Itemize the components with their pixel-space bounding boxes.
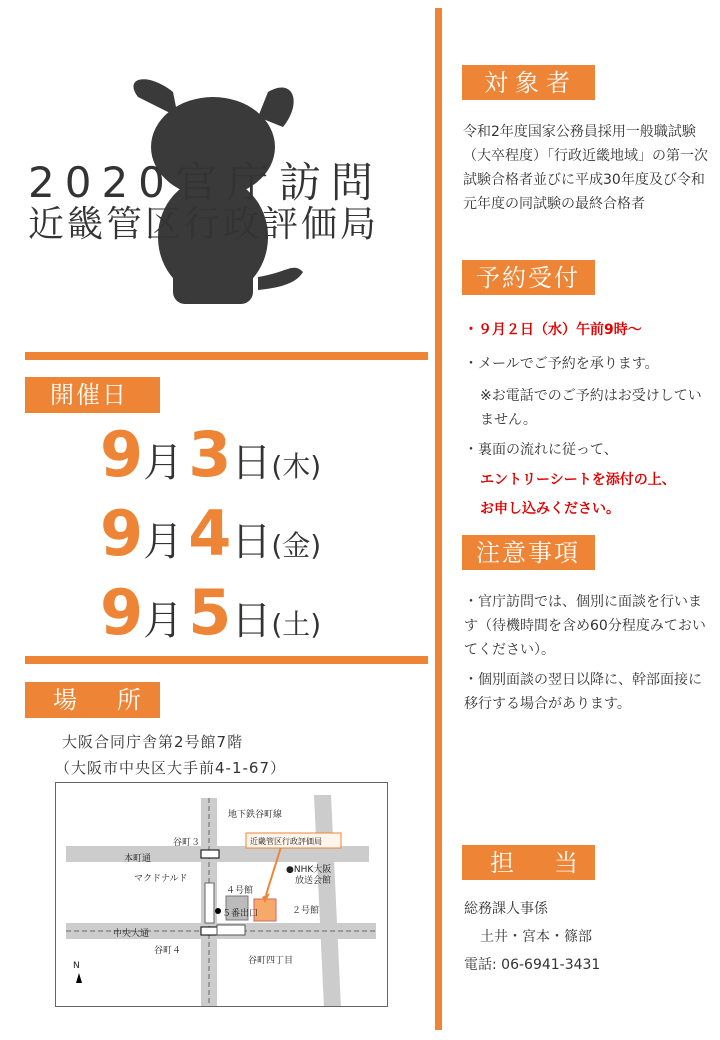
date-day: 4 (188, 497, 232, 570)
date-month-unit: 月 (143, 440, 184, 486)
map-label-bldg4: ４号館 (226, 886, 254, 896)
top-divider-bar (25, 352, 428, 360)
dates-label: 開催日 (25, 377, 160, 413)
notes-item1: ・官庁訪問では、個別に面談を行います（待機時間を含め60分程度みておいてください）。 (464, 594, 706, 658)
target-label: 対象者 (462, 65, 595, 100)
map-label-exit5: ５番出口 (222, 909, 259, 919)
reservation-start: ・９月２日（水）午前9時～ (464, 322, 642, 338)
date-weekday: (木) (271, 450, 322, 483)
map-label-honmachi: 本町通 (124, 854, 152, 864)
map-label-nhk: ●NHK大阪 放送会館 (286, 865, 332, 886)
reservation-entry1: エントリーシートを添付の上、 (480, 472, 676, 488)
date-weekday: (土) (271, 608, 322, 641)
date-row (100, 576, 321, 649)
date-day: 3 (188, 418, 232, 491)
date-day: 5 (188, 576, 232, 649)
date-month: 9 (100, 576, 144, 649)
map-label-tanimachi3: 谷町３ (173, 838, 201, 848)
notes-item2: ・個別面談の翌日以降に、幹部面接に移行する場合があります。 (464, 672, 702, 712)
map-label-tanimachi4chome: 谷町四丁目 (248, 956, 294, 966)
north-icon: N (73, 961, 80, 971)
map-label-mcd: マクドナルド (134, 874, 188, 884)
reservation-mail: ・メールでご予約を承ります。 (464, 356, 659, 372)
map-label-bldg2: ２号館 (292, 906, 320, 916)
page-title-line2: 近畿管区行政評価局 (28, 204, 380, 245)
access-map (55, 782, 388, 1007)
map-label-tanimachi4: 谷町４ (154, 946, 182, 956)
contact-label: 担 当 (462, 845, 595, 880)
date-day-unit: 日 (231, 440, 272, 486)
target-text: 令和2年度国家公務員採用一般職試験（大卒程度）「行政近畿地域」の第一次試験合格者並びに平成30年度及び令和元年度の同試験の最終合格者 (463, 124, 708, 212)
date-month-unit: 月 (143, 598, 184, 644)
page-title-line1: 2020官庁訪問 (28, 158, 383, 207)
map-label-office: 近畿管区行政評価局 (250, 837, 322, 846)
vertical-divider (435, 8, 442, 1030)
reservation-flow: ・裏面の流れに従って、 (464, 442, 618, 458)
map-label-line: 地下鉄谷町線 (228, 810, 283, 820)
reservation-label: 予約受付 (462, 260, 595, 295)
map-label-chuo: 中央大通 (113, 929, 150, 939)
place-label: 場 所 (25, 682, 160, 718)
date-day-unit: 日 (231, 598, 272, 644)
contact-dept: 総務課人事係 (464, 901, 548, 917)
contact-tel: 電話: 06-6941-3431 (464, 957, 601, 973)
date-month: 9 (100, 418, 144, 491)
contact-names: 土井・宮本・篠部 (480, 929, 592, 945)
reservation-entry2: お申し込みください。 (480, 501, 620, 517)
map-roads (56, 783, 388, 1007)
notes-label: 注意事項 (462, 535, 595, 570)
bottom-divider-bar (25, 656, 428, 664)
date-month: 9 (100, 497, 144, 570)
date-row (100, 497, 321, 570)
date-month-unit: 月 (143, 519, 184, 565)
reservation-phone-note: ※お電話でのご予約はお受けしていません。 (480, 388, 702, 428)
date-weekday: (金) (271, 529, 322, 562)
place-address: （大阪市中央区大手前4-1-67） (55, 759, 287, 777)
date-row (100, 418, 321, 491)
place-building: 大阪合同庁舎第2号館7階 (62, 733, 244, 751)
date-day-unit: 日 (231, 519, 272, 565)
